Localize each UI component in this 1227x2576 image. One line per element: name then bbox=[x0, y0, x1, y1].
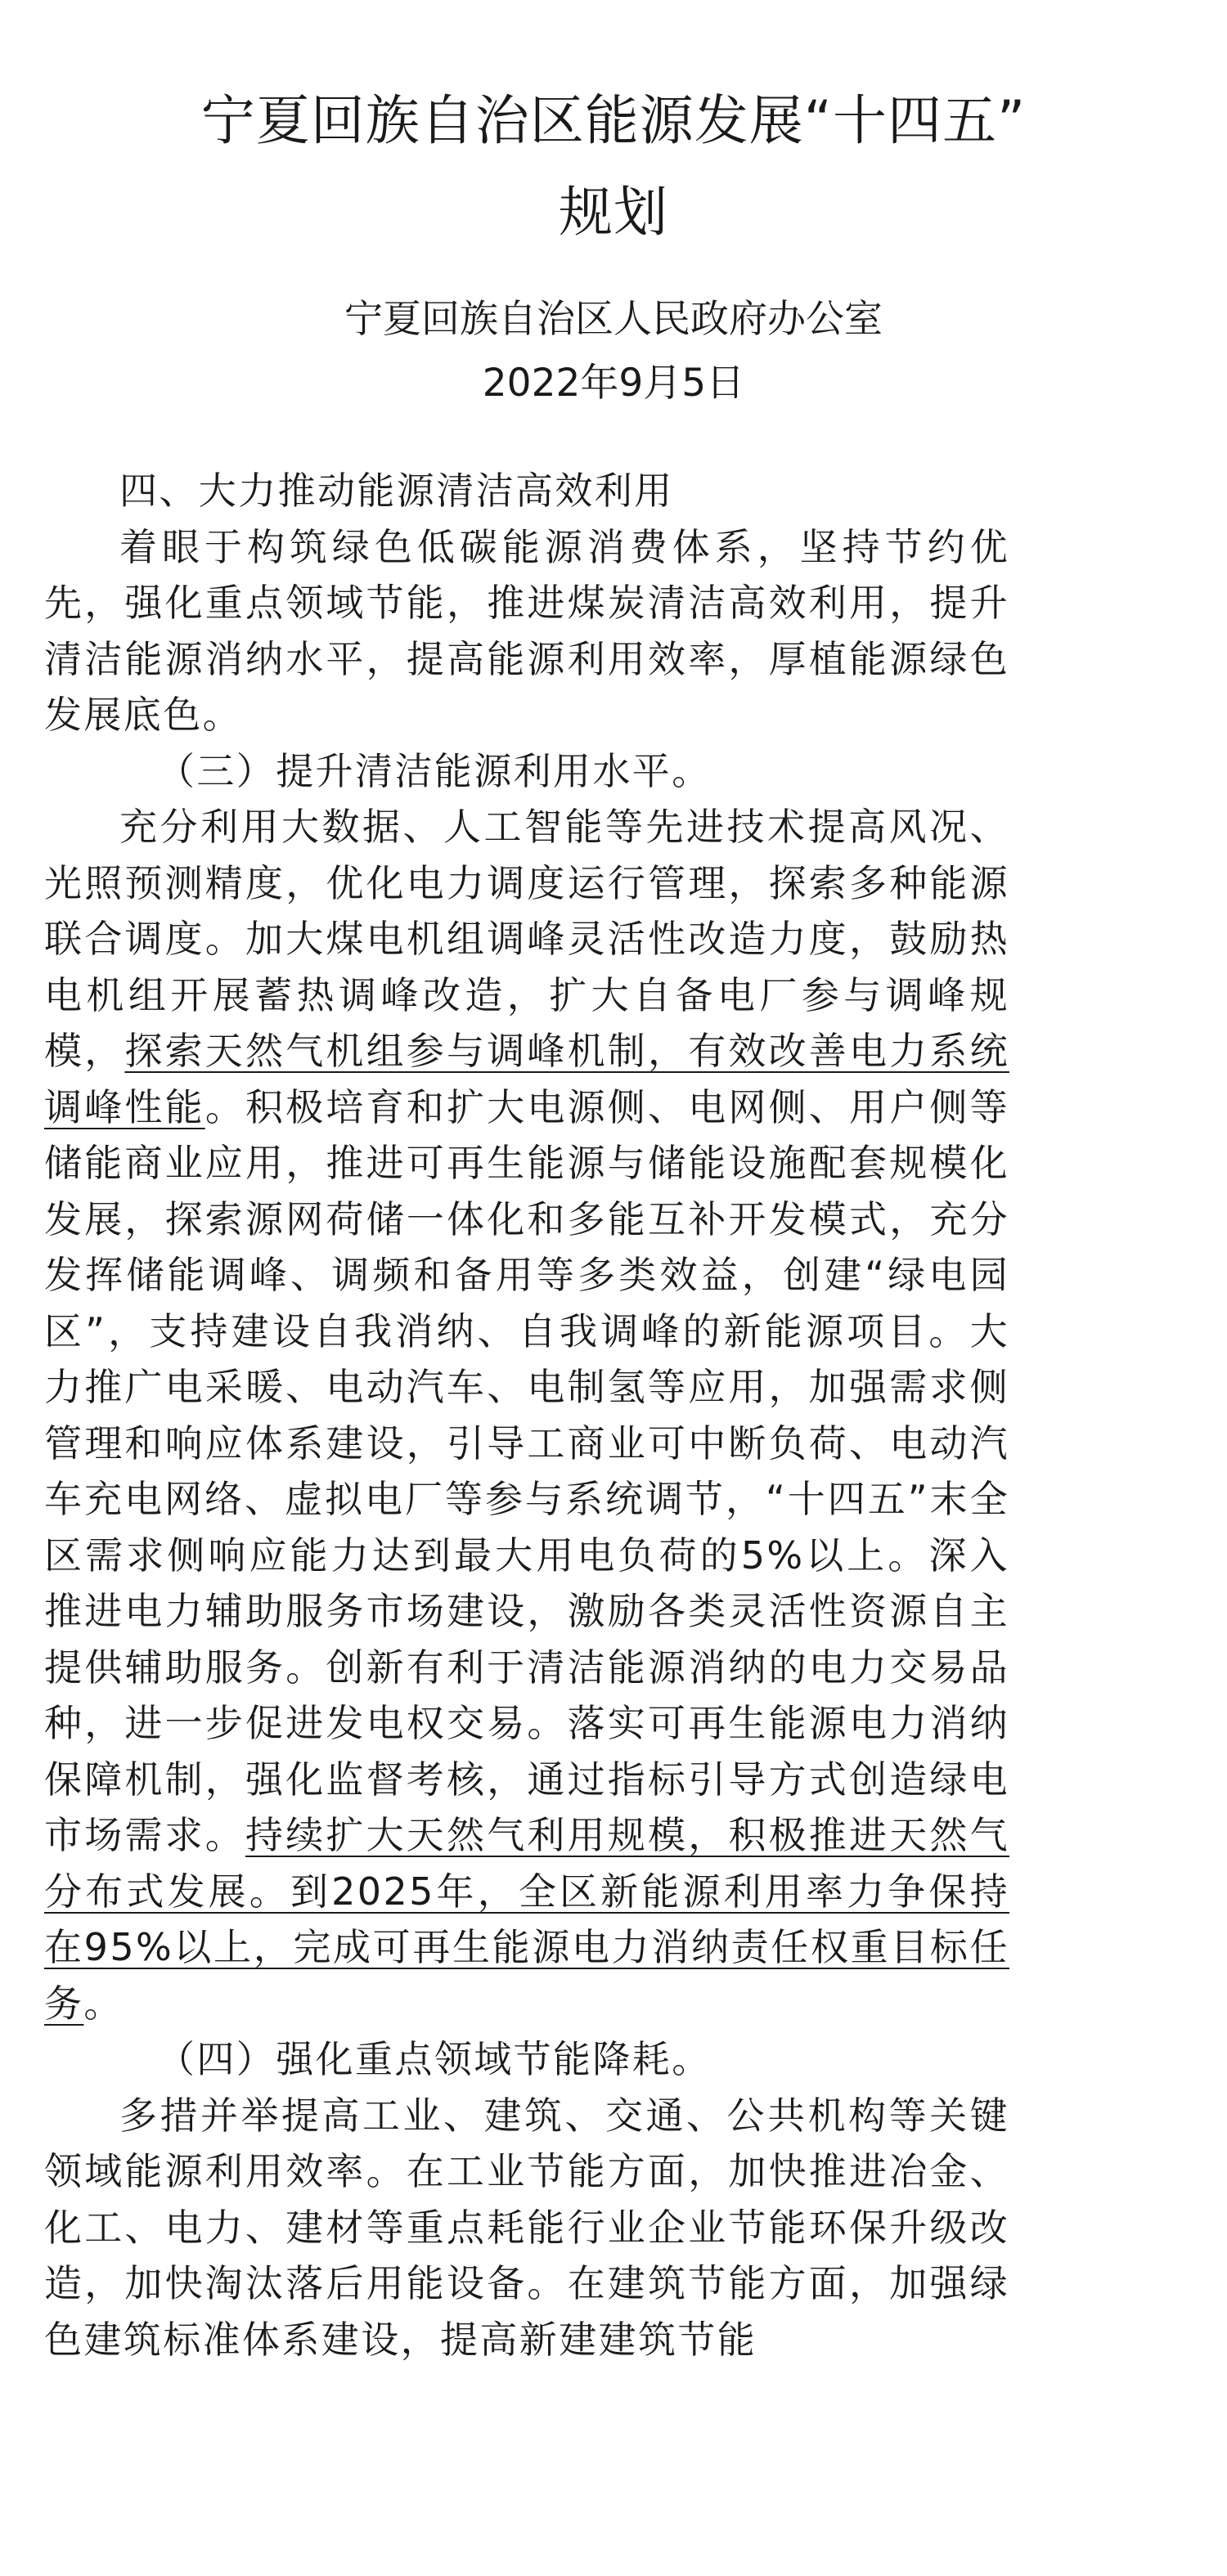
document-body bbox=[44, 463, 1009, 2367]
issuer: 宁夏回族自治区人民政府办公室 bbox=[344, 297, 883, 342]
paragraph-energy-saving: 多措并举提高工业、建筑、交通、公共机构等关键领域能源利用效率。在工业节能方面，加快推进冶金、化工、电力、建材等重点耗能行业企业节能环保升级改造，加快淘汰落后用能设备。在建筑节能方面，加强绿色建筑标准体系建设，提高新建建筑节能 bbox=[44, 2093, 1009, 2362]
intro-paragraph: 着眼于构筑绿色低碳能源消费体系，坚持节约优先，强化重点领域节能，推进煤炭清洁高效利用，提升清洁能源消纳水平，提高能源利用效率，厚植能源绿色发展底色。 bbox=[44, 524, 1009, 737]
underlined-text: 持续扩大天然气利用规模，积极推进天然气分布式发展。到2025年，全区新能源利用率力争保持在95%以上，完成可再生能源电力消纳责任权重目标任务 bbox=[44, 1813, 1009, 2026]
subsection-heading-four: （四）强化重点领域节能降耗。 bbox=[157, 2037, 712, 2081]
paragraph-text: 。 bbox=[83, 1981, 124, 2026]
page-title bbox=[0, 75, 1227, 258]
section-heading: 四、大力推动能源清洁高效利用 bbox=[119, 469, 674, 513]
title-line-2: 规划 bbox=[559, 181, 668, 244]
paragraph-text: 。积极培育和扩大电源侧、电网侧、用户侧等储能商业应用，推进可再生能源与储能设施配套规模化发展，探索源网荷储一体化和多能互补开发模式，充分发挥储能调峰、调频和备用等多类效益，创建“绿电园区”，支持建设自我消纳、自我调峰的新能源项目。大力推广电采暖、电动汽车、电制氢等应用，加强需求侧管理和响应体系建设，引导工商业可中断负荷、电动汽车充电网络、虚拟电厂等参与系统调节，“十四五”末全区需求侧响应能力达到最大用电负荷的5%以上。深入推进电力辅助服务市场建设，激励各类灵活性资源自主提供辅助服务。创新有利于清洁能源消纳的电力交易品种，进一步促进发电权交易。落实可再生能源电力消纳保障机制，强化监督考核，通过指标引导方式创造绿电市场需求。 bbox=[44, 1084, 1010, 1857]
issue-date: 2022年9月5日 bbox=[482, 361, 745, 406]
paragraph-clean-energy bbox=[44, 799, 1009, 2031]
subsection-heading-three: （三）提升清洁能源利用水平。 bbox=[157, 748, 712, 793]
paragraph-text: 充分利用大数据、人工智能等先进技术提高风况、光照预测精度，优化电力调度运行管理，探索多种能源联合调度。加大煤电机组调峰灵活性改造力度，鼓励热电机组开展蓄热调峰改造，扩大自备电厂参与调峰规模， bbox=[44, 805, 1009, 1073]
title-line-1: 宁夏回族自治区能源发展“十四五” bbox=[200, 89, 1027, 152]
underlined-text: 探索天然气机组参与调峰机制，有效改善电力系统调峰性能 bbox=[44, 1029, 1009, 1129]
